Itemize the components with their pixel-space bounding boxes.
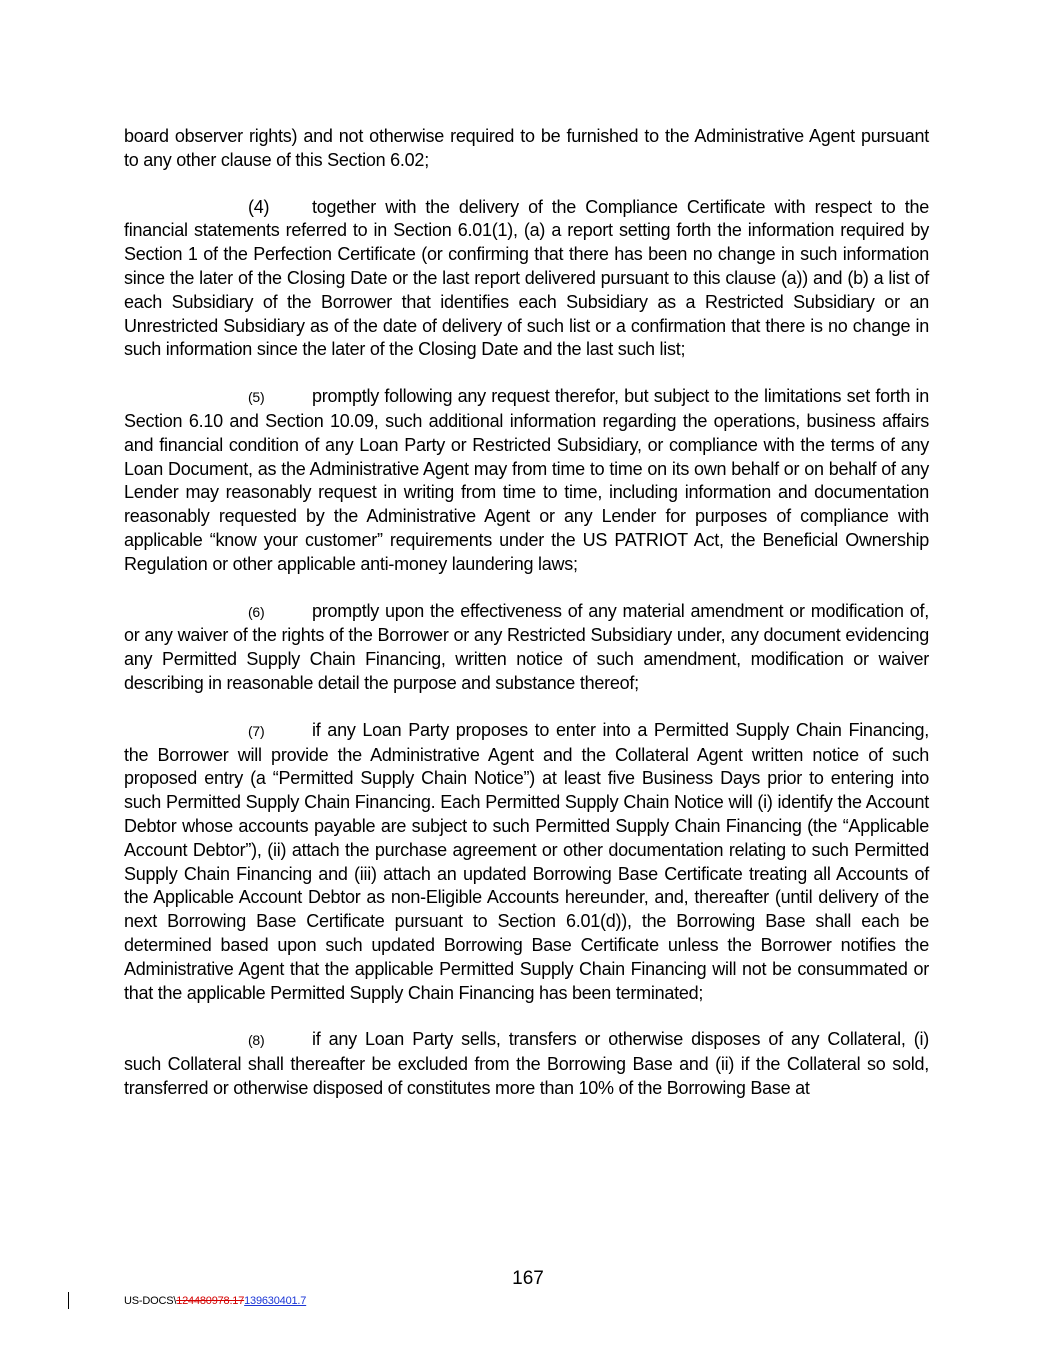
- paragraph-text: together with the delivery of the Compliance Certificate with respect to the financial statements referred to in Section 6.01(1), (a) a report setting forth the information required by Section 1 of the Perfection Certificate (or confirming that there has been no change in such information since the later of the Closing Date or the last report delivered pursuant to this clause (a)) and (b) a list of each Subsidiary of the Borrower that identifies each Subsidiary as a Restricted Subsidiary or an Unrestricted Subsidiary as of the date of delivery of such list or a confirmation that there is no change in such information since the later of the Closing Date and the last such list;: [124, 196, 929, 360]
- paragraph-7: [124, 719, 929, 1006]
- document-id: [124, 1295, 306, 1307]
- paragraph-number: (4): [248, 196, 270, 217]
- paragraph-number: (5): [248, 389, 265, 406]
- paragraph-6: [124, 600, 929, 696]
- paragraph-number: (7): [248, 722, 265, 739]
- paragraph-text: board observer rights) and not otherwise required to be furnished to the Administrative Agent pursuant to any other clause of this Section 6.02;: [124, 126, 929, 170]
- document-id-prefix: US-DOCS\: [124, 1295, 177, 1307]
- paragraph-5: [124, 385, 929, 576]
- paragraph-continued: [124, 125, 929, 173]
- paragraph-text: if any Loan Party proposes to enter into a Permitted Supply Chain Financing, the Borrower will provide the Administrative Agent and the Collateral Agent written notice of such proposed entry (a “Permitted Supply Chain Notice”) at least five Business Days prior to entering into such Permitted Supply Chain Financing. Each Permitted Supply Chain Notice will (i) identify the Account Debtor whose accounts payable are subject to such Permitted Supply Chain Financing (the “Applicable Account Debtor”), (ii) attach the purchase agreement or other documentation relating to such Permitted Supply Chain Financing and (iii) attach an updated Borrowing Base Certificate treating all Accounts of the Applicable Account Debtor as non-Eligible Accounts hereunder, and, thereafter (until delivery of the next Borrowing Base Certificate pursuant to Section 6.01(d)), the Borrowing Base shall each be determined based upon such updated Borrowing Base Certificate unless the Borrower notifies the Administrative Agent that the applicable Permitted Supply Chain Financing will not be consummated or that the applicable Permitted Supply Chain Financing has been terminated;: [124, 719, 929, 1003]
- paragraph-4: [124, 196, 929, 363]
- paragraph-number: (8): [248, 1032, 265, 1049]
- paragraph-text: promptly following any request therefor, but subject to the limitations set forth in Section 6.10 and Section 10.09, such additional information regarding the operations, business affairs and financial condition of any Loan Party or Restricted Subsidiary, or compliance with the terms of any Loan Document, as the Administrative Agent may from time to time on its own behalf or on behalf of any Lender may reasonably request in writing from time to time, including information and documentation reasonably requested by the Administrative Agent or any Lender for purposes of compliance with applicable “know your customer” requirements under the US PATRIOT Act, the Beneficial Ownership Regulation or other applicable anti-money laundering laws;: [124, 386, 929, 574]
- document-id-inserted: 139630401.7: [244, 1295, 307, 1307]
- paragraph-8: [124, 1028, 929, 1100]
- paragraph-number: (6): [248, 603, 265, 620]
- paragraph-text: if any Loan Party sells, transfers or otherwise disposes of any Collateral, (i) such Collateral shall thereafter be excluded from the Borrowing Base and (ii) if the Collateral so sold, transferred or otherwise disposed of constitutes more than 10% of the Borrowing Base at: [124, 1029, 929, 1098]
- page-number: 167: [512, 1268, 544, 1289]
- paragraph-text: promptly upon the effectiveness of any material amendment or modification of, or any waiver of the rights of the Borrower or any Restricted Subsidiary under, any document evidencing any Permitted Supply Chain Financing, written notice of such amendment, modification or waiver describing in reasonable detail the purpose and substance thereof;: [124, 600, 929, 693]
- document-id-deleted: 124480978.17: [176, 1295, 245, 1307]
- document-body: [124, 125, 929, 1124]
- change-bar: [68, 1292, 69, 1309]
